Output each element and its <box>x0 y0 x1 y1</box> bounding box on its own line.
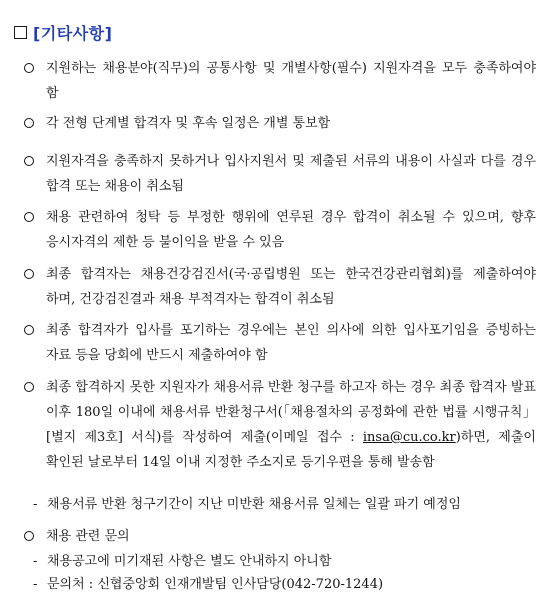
circle-bullet-icon <box>24 156 34 166</box>
circle-bullet-icon <box>24 118 34 128</box>
item-text: 지원하는 채용분야(직무)의 공통사항 및 개별사항(필수) 지원자격을 모두 충족하여야 함 <box>46 61 536 101</box>
circle-bullet-icon <box>24 63 34 73</box>
list-item <box>24 524 536 549</box>
item-text-before: 최종 합격하지 못한 지원자가 채용서류 반환 청구를 하고자 하는 경우 최종 합격자 발표 이후 180일 이내에 채용서류 반환청구서(「채용절차의 공정화에 관한 법률 시행규칙」 [별지 제3호] 서식)를 작성하여 제출(이메일 접수 : <box>46 380 536 445</box>
list-item <box>24 262 536 312</box>
list-item <box>24 205 536 255</box>
item-text: 채용 관련하여 청탁 등 부정한 행위에 연루된 경우 합격이 취소될 수 있으며, 향후 응시자격의 제한 등 불이익을 받을 수 있음 <box>46 210 536 250</box>
circle-bullet-icon <box>24 325 34 335</box>
item-text: 최종 합격자가 입사를 포기하는 경우에는 본인 의사에 의한 입사포기임을 증빙하는 자료 등을 당회에 반드시 제출하여야 함 <box>46 323 536 363</box>
circle-bullet-icon <box>24 212 34 222</box>
circle-bullet-icon <box>24 531 34 541</box>
list-item <box>24 111 536 136</box>
circle-bullet-icon <box>24 382 34 392</box>
item-text: 최종 합격자는 채용건강검진서(국·공립병원 또는 한국건강관리협회)를 제출하여야 하며, 건강검진결과 채용 부적격자는 합격이 취소됨 <box>46 267 536 307</box>
item-text: 채용 관련 문의 <box>46 529 130 544</box>
circle-bullet-icon <box>24 269 34 279</box>
list-item <box>24 149 536 199</box>
email-link[interactable]: insa@cu.co.kr <box>362 430 456 445</box>
list-item <box>24 56 536 106</box>
checkbox-icon <box>14 26 27 39</box>
section-header <box>14 20 112 44</box>
list-item <box>24 318 536 368</box>
item-text: 각 전형 단계별 합격자 및 후속 일정은 개별 통보함 <box>46 116 331 131</box>
sub-note: - 채용서류 반환 청구기간이 지난 미반환 채용서류 일체는 일괄 파기 예정임 <box>33 492 461 517</box>
list-item <box>24 375 536 475</box>
section-title: [기타사항] <box>33 23 113 43</box>
item-text-after: )하면, 제출이 확인된 날로부터 14일 이내 지정한 주소지로 등기우편을 통해 발송함 <box>46 430 536 470</box>
sub-note: - 채용공고에 미기재된 사항은 별도 안내하지 아니함 <box>33 549 331 574</box>
item-text: 지원자격을 충족하지 못하거나 입사지원서 및 제출된 서류의 내용이 사실과 다를 경우 합격 또는 채용이 취소됨 <box>46 154 536 194</box>
sub-note: - 문의처 : 신협중앙회 인재개발팀 인사담당(042-720-1244) <box>33 572 383 597</box>
item-text <box>46 375 536 475</box>
